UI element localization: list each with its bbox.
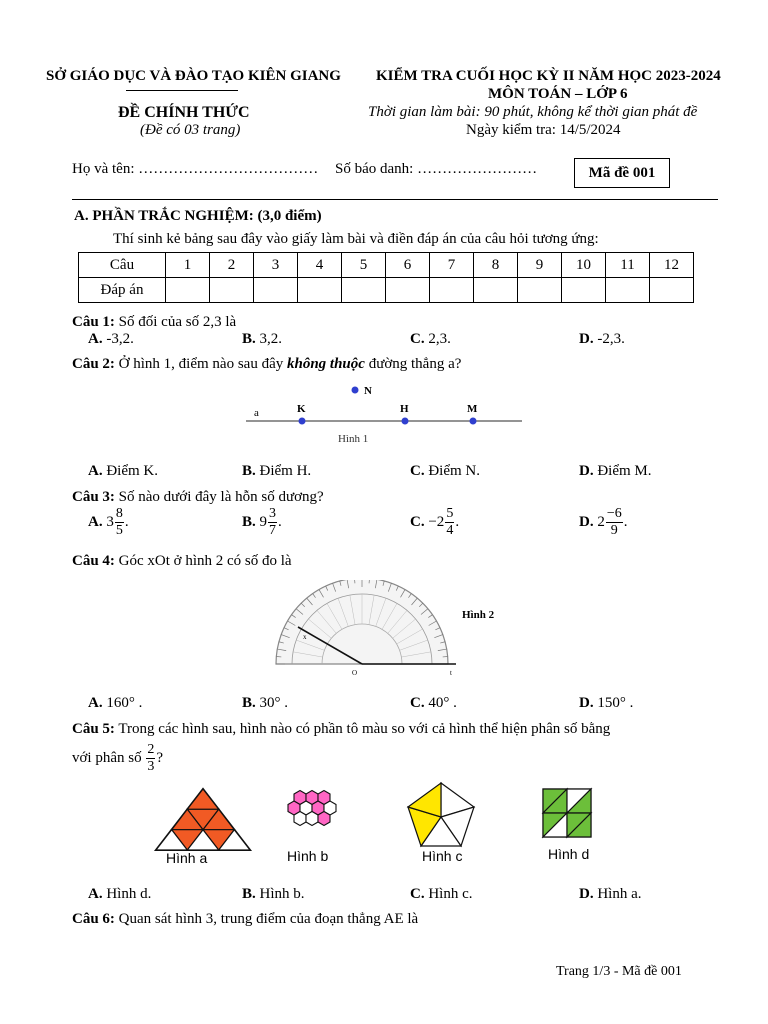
option-letter: A.	[88, 463, 103, 479]
point-label: x	[303, 633, 307, 641]
answer-cell	[562, 278, 606, 303]
q1-option-c	[410, 331, 451, 348]
mixed-whole: 3	[106, 513, 114, 530]
official-label: ĐỀ CHÍNH THỨC	[118, 104, 250, 121]
option-letter: D.	[579, 695, 594, 711]
figure-2-protractor	[268, 580, 508, 680]
option-text: Điểm K.	[102, 463, 159, 479]
point-h	[402, 418, 409, 425]
option-text: Điểm N.	[424, 463, 481, 479]
fraction	[146, 743, 155, 774]
option-letter: B.	[242, 463, 256, 479]
point-label: M	[467, 403, 478, 415]
question-text: Số nào dưới đây là hỗn số dương?	[114, 489, 324, 505]
point-m	[470, 418, 477, 425]
option-text: 160° .	[102, 695, 143, 711]
header-rule	[126, 90, 238, 91]
figure-c-pentagon	[404, 780, 478, 850]
question-label: Câu 6:	[72, 911, 115, 927]
q3-option-a	[88, 507, 129, 538]
student-id-field: Số báo danh: ……………………	[335, 161, 538, 177]
answer-table-header-row	[79, 253, 694, 278]
figure-caption: Hình b	[287, 848, 329, 864]
answer-table	[78, 252, 694, 303]
point-n	[352, 387, 359, 394]
figure-d-square	[540, 786, 604, 842]
option-letter: B.	[242, 513, 256, 530]
option-text: Hình c.	[424, 886, 473, 902]
q5-option-d	[579, 886, 642, 903]
question-text: Ở hình 1, điểm nào sau đây	[114, 356, 287, 372]
answer-cell	[518, 278, 562, 303]
fraction	[606, 507, 623, 538]
q3-option-c	[410, 507, 459, 538]
option-letter: A.	[88, 695, 103, 711]
option-letter: B.	[242, 331, 256, 347]
option-letter: D.	[579, 513, 594, 530]
option-text: Hình b.	[255, 886, 305, 902]
section-a-instruction: Thí sinh kẻ bảng sau đây vào giấy làm bài và điền đáp án của câu hỏi tương ứng:	[113, 231, 599, 247]
question-text: Số đối của số 2,3 là	[114, 314, 237, 330]
point-k	[299, 418, 306, 425]
numerator: 3	[269, 506, 277, 521]
q4-option-d	[579, 695, 633, 712]
option-text: Điểm M.	[593, 463, 652, 479]
period: .	[124, 513, 129, 530]
q3-option-b	[242, 507, 282, 538]
point-label: N	[364, 385, 372, 397]
student-name-field: Họ và tên: ………………………………	[72, 161, 319, 177]
question-6	[72, 911, 418, 928]
question-label: Câu 3:	[72, 489, 115, 505]
question-5	[72, 721, 610, 738]
numerator: 8	[115, 506, 123, 521]
q1-option-a	[88, 331, 134, 348]
question-text: Góc xOt ở hình 2 có số đo là	[114, 553, 292, 569]
q1-option-b	[242, 331, 282, 348]
answer-cell	[210, 278, 254, 303]
answer-cell	[474, 278, 518, 303]
figure-caption: Hình a	[166, 850, 208, 866]
period: .	[278, 513, 282, 530]
answer-cell	[342, 278, 386, 303]
question-text: đường thẳng a?	[364, 356, 462, 372]
answer-cell	[430, 278, 474, 303]
question-emphasis: không thuộc	[286, 356, 365, 372]
q2-option-a	[88, 463, 158, 480]
answer-cell	[298, 278, 342, 303]
page-count: (Đề có 03 trang)	[140, 122, 241, 138]
fraction	[445, 507, 454, 538]
question-label: Câu 2:	[72, 356, 115, 372]
subject-title: MÔN TOÁN – LỚP 6	[488, 86, 628, 102]
answer-cell	[650, 278, 694, 303]
exam-time: Thời gian làm bài: 90 phút, không kể thời gian phát đề	[368, 104, 698, 120]
denominator: 9	[610, 523, 618, 538]
table-cell: Đáp án	[79, 278, 166, 303]
q3-option-d	[579, 507, 628, 538]
mixed-whole: −2	[428, 513, 445, 530]
question-1	[72, 314, 236, 331]
figure-caption: Hình 2	[462, 609, 495, 621]
period: .	[623, 513, 628, 530]
q4-option-a	[88, 695, 142, 712]
answer-cell	[606, 278, 650, 303]
mixed-whole: 2	[597, 513, 605, 530]
page-footer: Trang 1/3 - Mã đề 001	[556, 964, 682, 979]
option-letter: D.	[579, 886, 594, 902]
question-3	[72, 489, 324, 506]
option-letter: C.	[410, 331, 425, 347]
figure-b-hexagons	[272, 788, 352, 848]
table-cell: 7	[430, 253, 474, 278]
unshaded-piece	[294, 812, 306, 826]
figure-1-line	[240, 380, 530, 450]
fraction	[268, 507, 277, 538]
question-text: Quan sát hình 3, trung điểm của đoạn thẳng AE là	[114, 911, 419, 927]
separator-line	[72, 199, 718, 200]
option-text: 30° .	[255, 695, 289, 711]
option-text: 3,2.	[255, 331, 283, 347]
option-text: 40° .	[424, 695, 457, 711]
option-text: Hình d.	[102, 886, 152, 902]
q2-option-b	[242, 463, 311, 480]
figure-caption: Hình d	[548, 846, 590, 862]
option-text: -3,2.	[102, 331, 134, 347]
exam-date: Ngày kiểm tra: 14/5/2024	[466, 122, 621, 138]
question-5-line-2	[72, 743, 163, 774]
shaded-piece	[318, 812, 330, 826]
numerator: −6	[606, 506, 622, 521]
option-text: Hình a.	[593, 886, 642, 902]
table-cell: 10	[562, 253, 606, 278]
line-label: a	[254, 407, 259, 419]
q4-option-c	[410, 695, 457, 712]
option-letter: A.	[88, 886, 103, 902]
mixed-whole: 9	[259, 513, 268, 530]
option-letter: C.	[410, 695, 425, 711]
point-label: K	[297, 403, 306, 415]
period: .	[455, 513, 460, 530]
option-letter: B.	[242, 886, 256, 902]
q2-option-d	[579, 463, 652, 480]
option-letter: D.	[579, 331, 594, 347]
table-cell: 4	[298, 253, 342, 278]
unshaded-piece	[306, 812, 318, 826]
option-letter: B.	[242, 695, 256, 711]
section-a-title: A. PHẦN TRẮC NGHIỆM: (3,0 điểm)	[74, 208, 322, 224]
q5-option-c	[410, 886, 473, 903]
shaded-piece	[187, 789, 218, 809]
table-cell: 11	[606, 253, 650, 278]
option-text: -2,3.	[593, 331, 625, 347]
q5-option-b	[242, 886, 305, 903]
exam-code-box: Mã đề 001	[574, 158, 670, 188]
table-cell: 9	[518, 253, 562, 278]
question-label: Câu 1:	[72, 314, 115, 330]
answer-table-answer-row	[79, 278, 694, 303]
denominator: 5	[115, 523, 123, 538]
table-cell: 12	[650, 253, 694, 278]
question-label: Câu 5:	[72, 721, 115, 737]
option-letter: A.	[88, 513, 103, 530]
numerator: 5	[446, 506, 454, 521]
option-letter: C.	[410, 513, 425, 530]
option-letter: D.	[579, 463, 594, 479]
table-cell: Câu	[79, 253, 166, 278]
denominator: 4	[446, 523, 454, 538]
question-text: với phân số	[72, 749, 146, 766]
option-text: Điểm H.	[255, 463, 312, 479]
option-letter: C.	[410, 886, 425, 902]
denominator: 7	[269, 523, 277, 538]
answer-cell	[386, 278, 430, 303]
figure-caption: Hình c	[422, 848, 463, 864]
option-letter: A.	[88, 331, 103, 347]
q5-option-a	[88, 886, 151, 903]
q2-option-c	[410, 463, 480, 480]
fraction	[115, 507, 124, 538]
q4-option-b	[242, 695, 288, 712]
question-mark: ?	[156, 749, 164, 766]
table-cell: 8	[474, 253, 518, 278]
point-label: O	[352, 669, 358, 677]
table-cell: 1	[166, 253, 210, 278]
question-label: Câu 4:	[72, 553, 115, 569]
question-text: Trong các hình sau, hình nào có phần tô màu so với cả hình thể hiện phân số bằng	[114, 721, 611, 737]
table-cell: 2	[210, 253, 254, 278]
exam-title: KIỂM TRA CUỐI HỌC KỲ II NĂM HỌC 2023-2024	[376, 68, 721, 84]
option-text: 150° .	[593, 695, 634, 711]
answer-cell	[254, 278, 298, 303]
denominator: 3	[147, 759, 155, 774]
option-text: 2,3.	[424, 331, 451, 347]
q1-option-d	[579, 331, 625, 348]
point-label: t	[450, 669, 452, 677]
table-cell: 6	[386, 253, 430, 278]
numerator: 2	[147, 742, 155, 757]
question-2	[72, 356, 461, 373]
figure-caption: Hình 1	[338, 433, 369, 445]
table-cell: 5	[342, 253, 386, 278]
answer-cell	[166, 278, 210, 303]
point-label: H	[400, 403, 409, 415]
table-cell: 3	[254, 253, 298, 278]
question-4	[72, 553, 292, 570]
option-letter: C.	[410, 463, 425, 479]
department-name: SỞ GIÁO DỤC VÀ ĐÀO TẠO KIÊN GIANG	[46, 68, 341, 84]
